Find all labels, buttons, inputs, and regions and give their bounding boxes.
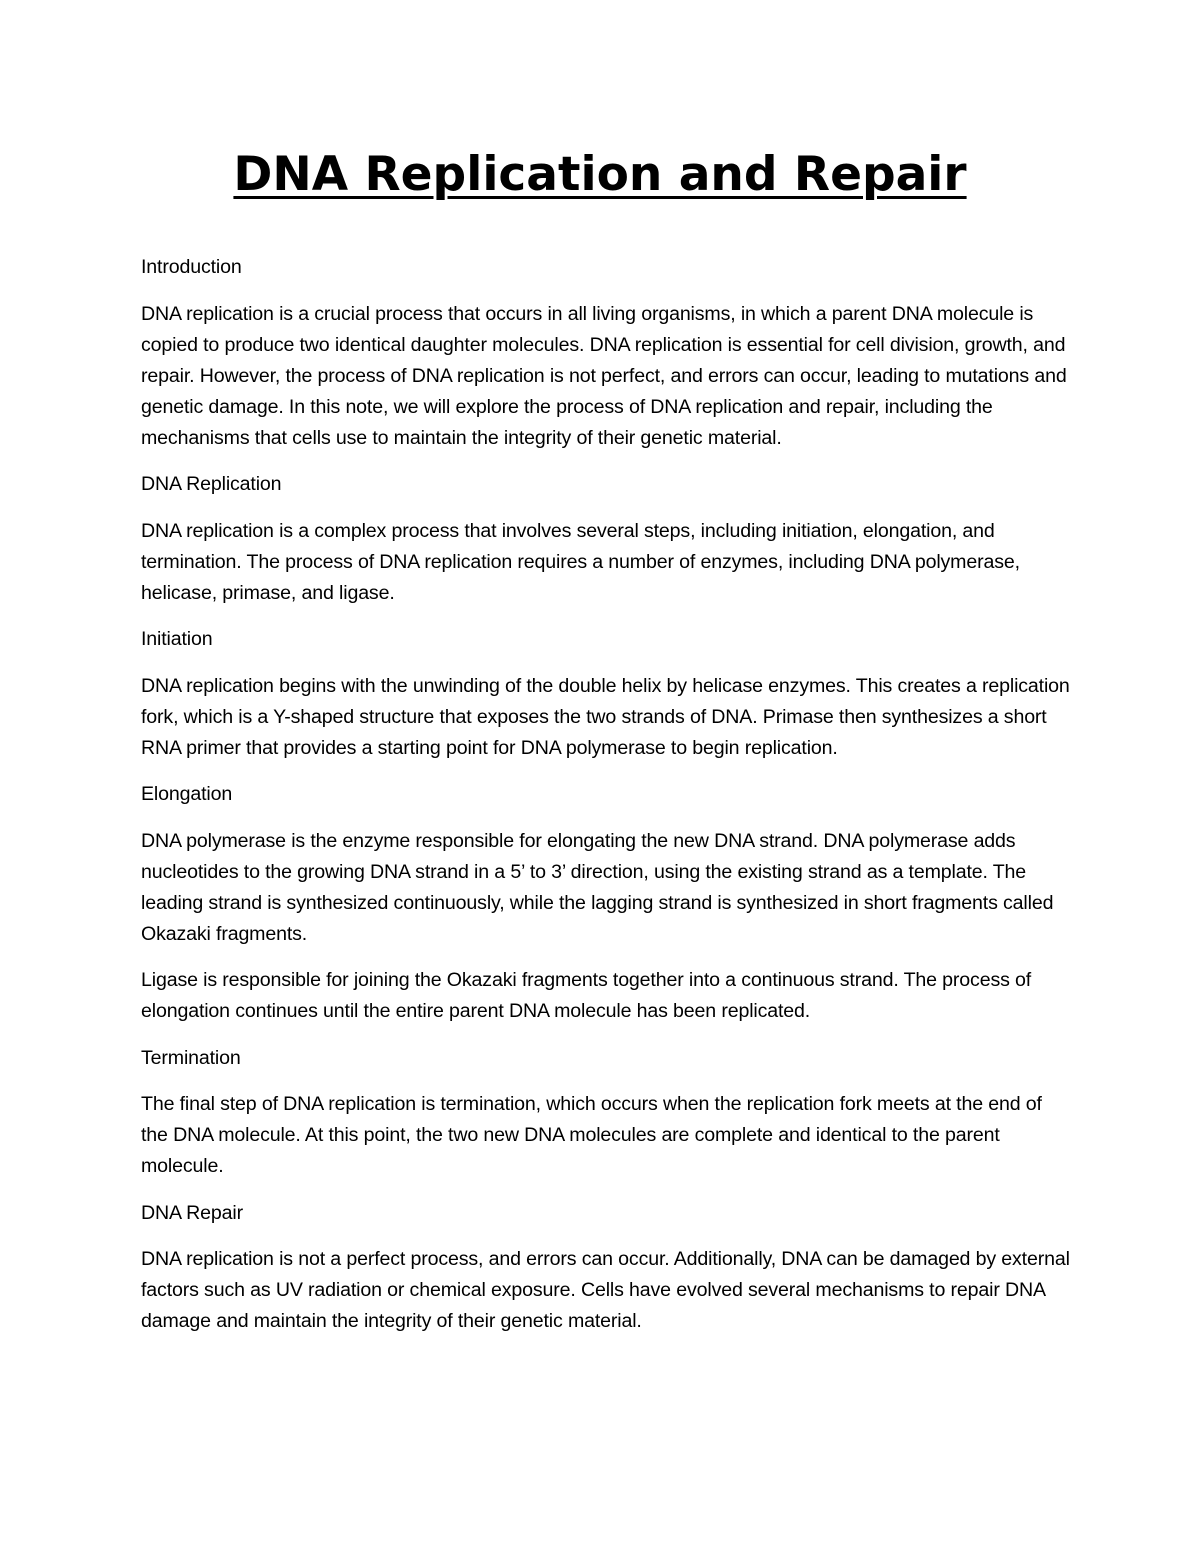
- heading-termination: Termination: [141, 1046, 241, 1069]
- paragraph-termination: The final step of DNA replication is termination, which occurs when the replication fork meets at the end of the DNA molecule. At this point, the two new DNA molecules are complete and identical to the parent molecule.: [141, 1093, 1042, 1177]
- paragraph-dna-repair: DNA replication is not a perfect process, and errors can occur. Additionally, DNA can be damaged by external factors such as UV radiation or chemical exposure. Cells have evolved several mechanisms to repair DNA damage and maintain the integrity of their genetic material.: [141, 1248, 1070, 1332]
- heading-initiation: Initiation: [141, 628, 213, 650]
- document-body: [141, 252, 1071, 1353]
- heading-elongation: Elongation: [141, 783, 233, 805]
- heading-introduction: Introduction: [141, 256, 242, 278]
- paragraph-dna-replication: DNA replication is a complex process that involves several steps, including initiation, elongation, and termination. The process of DNA replication requires a number of enzymes, including DNA polymerase, helicase, primase, and ligase.: [141, 519, 1020, 604]
- paragraph-introduction: DNA replication is a crucial process that occurs in all living organisms, in which a parent DNA molecule is copied to produce two identical daughter molecules. DNA replication is essential for cell division, growth, and repair. However, the process of DNA replication is not perfect, and errors can occur, leading to mutations and genetic damage. In this note, we will explore the process of DNA replication and repair, including the mechanisms that cells use to maintain the integrity of their genetic material.: [141, 302, 1067, 449]
- document-title: [0, 140, 1200, 210]
- paragraph-initiation: DNA replication begins with the unwinding of the double helix by helicase enzymes. This creates a replication fork, which is a Y-shaped structure that exposes the two strands of DNA. Primase then synthesizes a short RNA primer that provides a starting point for DNA polymerase to begin replication.: [141, 674, 1070, 759]
- paragraph-elongation: DNA polymerase is the enzyme responsible for elongating the new DNA strand. DNA polymerase adds nucleotides to the growing DNA strand in a 5’ to 3’ direction, using the existing strand as a template. The leading strand is synthesized continuously, while the lagging strand is synthesized in short fragments called Okazaki fragments.: [141, 829, 1054, 945]
- paragraph-ligase: Ligase is responsible for joining the Okazaki fragments together into a continuous strand. The process of elongation continues until the entire parent DNA molecule has been replicated.: [141, 969, 1032, 1022]
- heading-dna-repair: DNA Repair: [141, 1201, 243, 1224]
- heading-dna-replication: DNA Replication: [141, 473, 282, 495]
- document-title-text: DNA Replication and Repair: [233, 147, 967, 202]
